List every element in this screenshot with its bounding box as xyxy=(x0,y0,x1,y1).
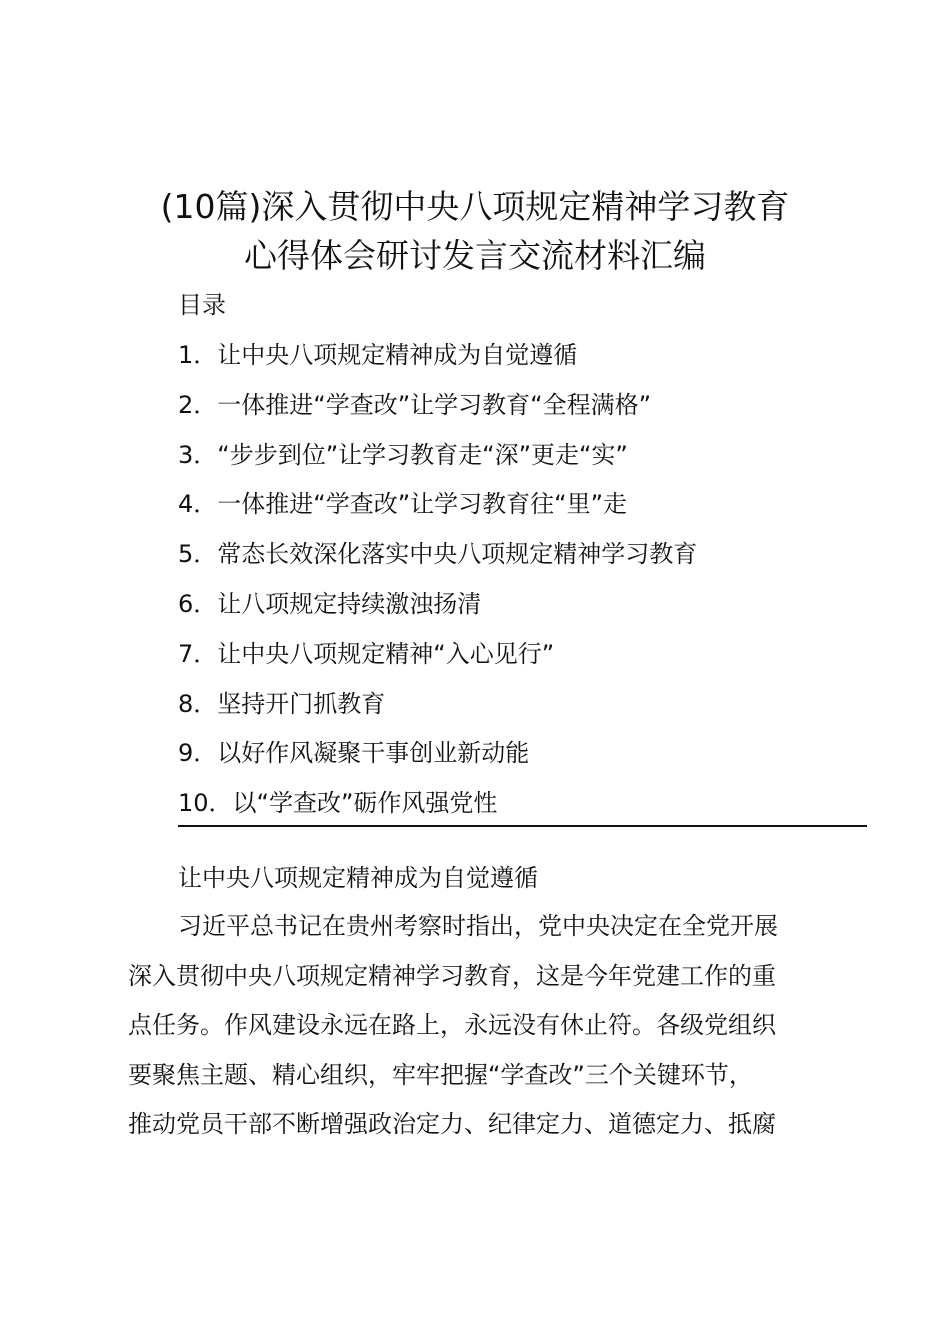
toc-item-1: 1．让中央八项规定精神成为自觉遵循 xyxy=(178,341,578,369)
document-title-line-1: (10篇)深入贯彻中央八项规定精神学习教育 xyxy=(160,187,790,226)
body-line-3: 点任务。作风建设永远在路上，永远没有休止符。各级党组织 xyxy=(128,1011,776,1040)
toc-item-9: 9．以好作风凝聚干事创业新动能 xyxy=(178,739,530,768)
toc-heading: 目录 xyxy=(178,291,226,319)
toc-item-10: 10．以“学查改”砺作风强党性 xyxy=(178,789,498,818)
toc-item-8: 8．坚持开门抓教育 xyxy=(178,689,386,718)
toc-item-3: 3．“步步到位”让学习教育走“深”更走“实” xyxy=(178,440,628,469)
toc-item-2: 2．一体推进“学查改”让学习教育“全程满格” xyxy=(178,390,652,419)
body-line-1: 习近平总书记在贵州考察时指出，党中央决定在全党开展 xyxy=(178,912,778,940)
toc-item-5: 5．常态长效深化落实中央八项规定精神学习教育 xyxy=(178,540,698,569)
toc-item-7: 7．让中央八项规定精神“入心见行” xyxy=(178,639,555,668)
section-heading: 让中央八项规定精神成为自觉遵循 xyxy=(178,864,538,892)
body-line-4: 要聚焦主题、精心组织，牢牢把握“学查改”三个关键环节， xyxy=(128,1060,753,1089)
table-of-contents xyxy=(178,335,697,833)
body-line-5: 推动党员干部不断增强政治定力、纪律定力、道德定力、抵腐 xyxy=(128,1110,776,1139)
body-paragraph xyxy=(128,906,848,1154)
toc-item-4: 4．一体推进“学查改”让学习教育往“里”走 xyxy=(178,490,628,519)
body-line-2: 深入贯彻中央八项规定精神学习教育，这是今年党建工作的重 xyxy=(128,961,776,990)
toc-item-6: 6．让八项规定持续激浊扬清 xyxy=(178,589,482,618)
toc-divider xyxy=(178,825,867,827)
document-title-line-2: 心得体会研讨发言交流材料汇编 xyxy=(244,236,706,275)
